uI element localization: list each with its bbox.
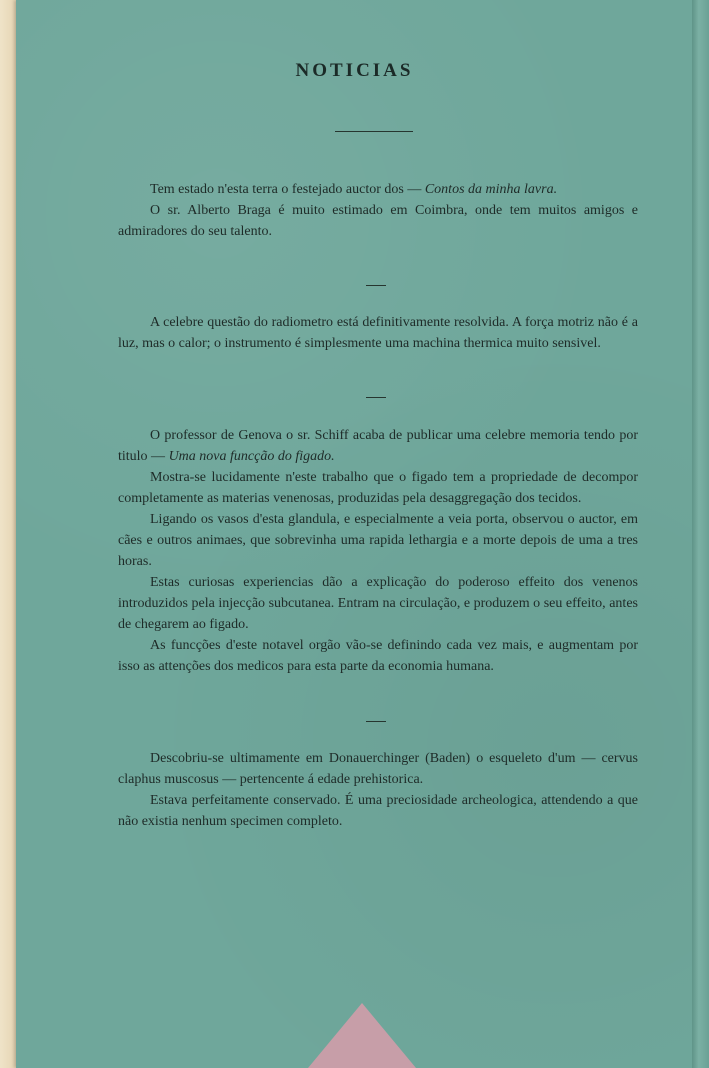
article-3-paragraph-5: As funcções d'este notavel orgão vão-se definindo cada vez mais, e augmentam por isso as attenções dos medicos para esta parte da economia humana. bbox=[118, 638, 638, 674]
heading-rule bbox=[335, 131, 413, 132]
article-4 bbox=[118, 748, 638, 832]
article-3-paragraph-2: Mostra-se lucidamente n'este trabalho que o figado tem a propriedade de decompor completamente as materias venenosas, produzidas pela desaggregação dos tecidos. bbox=[118, 470, 638, 506]
article-2 bbox=[118, 312, 638, 354]
article-3 bbox=[118, 425, 638, 677]
cover-right-edge bbox=[692, 0, 709, 1068]
article-3-paragraph-4: Estas curiosas experiencias dão a explicação do poderoso effeito dos venenos introduzidos pela injecção subcutanea. Entram na circulação, e produzem o seu effeito, antes de chegarem ao figado. bbox=[118, 575, 638, 632]
article-2-paragraph-1: A celebre questão do radiometro está definitivamente resolvida. A força motriz não é a luz, mas o calor; o instrumento é simplesmente uma machina thermica muito sensivel. bbox=[118, 315, 638, 351]
article-1-paragraph-1: Tem estado n'esta terra o festejado auctor dos — Contos da minha lavra. bbox=[150, 182, 558, 197]
torn-corner bbox=[308, 1003, 416, 1068]
page-heading: NOTICIAS bbox=[295, 60, 414, 81]
article-4-paragraph-2: Estava perfeitamente conservado. É uma preciosidade archeologica, attendendo a que não existia nenhum specimen completo. bbox=[118, 793, 638, 829]
article-3-paragraph-3: Ligando os vasos d'esta glandula, e especialmente a veia porta, observou o auctor, em cães e outros animaes, que sobrevinha uma rapida lethargia e a morte depois de uma a tres horas. bbox=[118, 512, 638, 569]
article-1 bbox=[118, 179, 638, 242]
article-3-paragraph-1: O professor de Genova o sr. Schiff acaba de publicar uma celebre memoria tendo por titulo — Uma nova funcção do figado. bbox=[118, 428, 638, 464]
separator-rule bbox=[366, 721, 386, 722]
separator-rule bbox=[366, 285, 386, 286]
separator-rule bbox=[366, 397, 386, 398]
article-4-paragraph-1: Descobriu-se ultimamente em Donauerchinger (Baden) o esqueleto d'um — cervus claphus muscosus — pertencente á edade prehistorica. bbox=[118, 751, 638, 787]
article-1-paragraph-2: O sr. Alberto Braga é muito estimado em Coimbra, onde tem muitos amigos e admiradores do seu talento. bbox=[118, 203, 638, 239]
